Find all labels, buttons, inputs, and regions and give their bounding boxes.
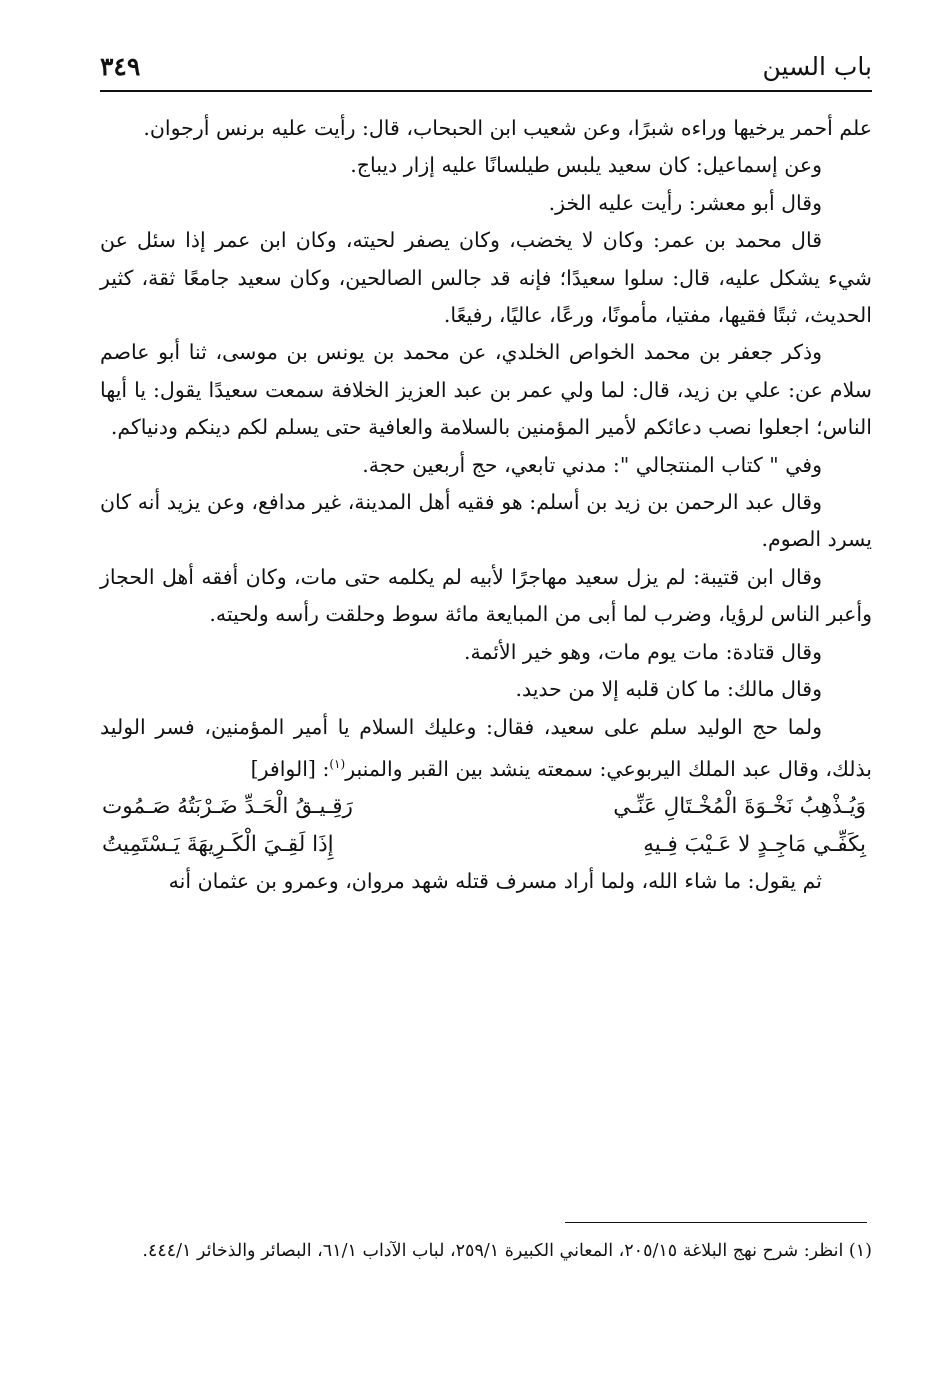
paragraph-9: وقال قتادة: مات يوم مات، وهو خير الأئمة. [463,639,822,664]
footnotes [100,1236,872,1266]
paragraph-3: وقال أبو معشر: رأيت عليه الخز. [548,190,822,215]
paragraph-1: علم أحمر يرخيها وراءه شبرًا، وعن شعيب ابن الحبحاب، قال: رأيت عليه برنس أرجوان. [143,116,872,140]
paragraph-4: قال محمد بن عمر: وكان لا يخضب، وكان يصفر لحيته، وكان ابن عمر إذا سئل عن شيء يشكل عليه، قال: سلوا سعيدًا؛ فإنه قد جالس الصالحين، وكان سعيد جامعًا ثقة، كثير الحديث، ثبتًا فقيها، مفتيا، مأمونًا، ورعًا، عاليًا، رفيعًا. [100,228,872,328]
verse-1-second-hemistich: رَقِـيـقُ الْحَـدِّ ضَـرْبَتُهُ صَـمُوت [102,794,353,820]
paragraph-6: وفي " كتاب المنتجالي ": مدني تابعي، حج أربعين حجة. [362,452,822,477]
main-text [100,110,872,900]
verse-1-first-hemistich: وَيُـذْهِبُ نَخْـوَةَ الْمُخْـتَالِ عَنِّـي [613,794,866,820]
footnote-reference: (١) [329,756,346,771]
paragraph-2: وعن إسماعيل: كان سعيد يلبس طيلسانًا عليه إزار ديباج. [350,153,822,178]
chapter-title: باب السين [762,52,872,81]
verse-2-second-hemistich: إِذَا لَقِـيَ الْكَـرِيهَةَ يَـسْتَمِيتُ [102,831,334,857]
page-header [100,48,872,92]
poem-verse-1 [100,788,872,825]
poem-verse-2 [100,826,872,863]
verse-2-first-hemistich: بِكَفِّـي مَاجِـدٍ لا عَـيْبَ فِـيهِ [643,831,866,857]
page-number: ٣٤٩ [100,52,141,81]
meter-label: : [الوافر] [250,756,330,781]
paragraph-8: وقال ابن قتيبة: لم يزل سعيد مهاجرًا لأبيه لم يكلمه حتى مات، وكان أفقه أهل الحجاز وأعبر الناس لرؤيا، وضرب لما أبى من المبايعة مائة سوط وحلقت رأسه ولحيته. [100,564,872,627]
footnote-1: (١) انظر: شرح نهج البلاغة ٢٠٥/١٥، المعاني الكبيرة ٢٥٩/١، لباب الآداب ٦١/١، البصائر والذخائر ٤٤٤/١. [142,1241,872,1261]
paragraph-10: وقال مالك: ما كان قلبه إلا من حديد. [515,677,822,702]
paragraph-11-text: ولما حج الوليد سلم على سعيد، فقال: وعليك السلام يا أمير المؤمنين، فسر الوليد بذلك، وقال عبد الملك اليربوعي: سمعته ينشد بين القبر والمنبر [100,714,872,781]
paragraph-12: ثم يقول: ما شاء الله، ولما أراد مسرف قتله شهد مروان، وعمرو بن عثمان أنه [168,868,822,893]
paragraph-11 [100,709,872,789]
paragraph-5: وذكر جعفر بن محمد الخواص الخلدي، عن محمد بن يونس بن موسى، ثنا أبو عاصم سلام عن: علي بن زيد، قال: لما ولي عمر بن عبد العزيز الخلافة سمعت سعيدًا يقول: يا أيها الناس؛ اجعلوا نصب دعائكم لأمير المؤمنين بالسلامة والعافية حتى يسلم لكم دينكم ودنياكم. [100,340,872,440]
paragraph-7: وقال عبد الرحمن بن زيد بن أسلم: هو فقيه أهل المدينة، غير مدافع، وعن يزيد أنه كان يسرد الصوم. [100,490,872,552]
footnote-separator [565,1222,867,1223]
